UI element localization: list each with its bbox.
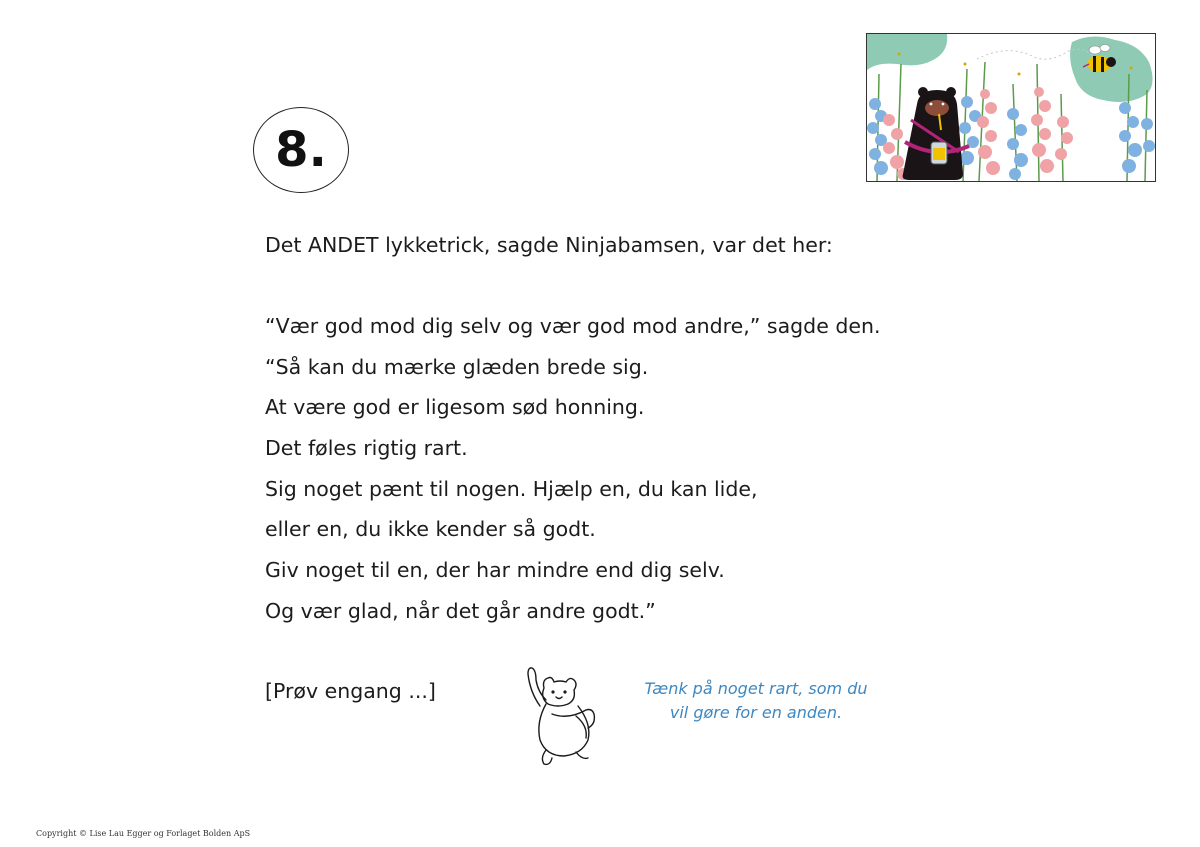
speech-prompt <box>606 677 906 725</box>
poem-line: Sig noget pænt til nogen. Hjælp en, du kan lide, <box>265 476 758 501</box>
poem-line: Og vær glad, når det går andre godt.” <box>265 598 656 623</box>
waving-bear-sketch-icon <box>516 662 602 768</box>
page-number-circle <box>253 107 349 193</box>
bear-with-honey-jar-in-flowers-illustration <box>867 34 1155 181</box>
speech-line: Tænk på noget rart, som du <box>644 679 868 698</box>
poem-line: Giv noget til en, der har mindre end dig selv. <box>265 558 725 583</box>
speech-line: vil gøre for en anden. <box>669 703 843 722</box>
copyright-notice: Copyright © Lise Lau Egger og Forlaget Bolden ApS <box>36 829 251 838</box>
story-text <box>265 225 985 632</box>
page-number: 8. <box>275 122 327 178</box>
poem <box>265 306 985 632</box>
poem-line: “Så kan du mærke glæden brede sig. <box>265 354 649 379</box>
waving-bear-sketch <box>516 662 602 768</box>
intro-line: Det ANDET lykketrick, sagde Ninjabamsen, var det her: <box>265 233 833 257</box>
poem-line: “Vær god mod dig selv og vær god mod andre,” sagde den. <box>265 314 881 338</box>
poem-line: Det føles rigtig rart. <box>265 436 468 461</box>
poem-line: At være god er ligesom sød honning. <box>265 395 645 420</box>
try-prompt: [Prøv engang ...] <box>265 679 436 703</box>
poem-line: eller en, du ikke kender så godt. <box>265 517 596 542</box>
bear-illustration <box>866 33 1156 182</box>
